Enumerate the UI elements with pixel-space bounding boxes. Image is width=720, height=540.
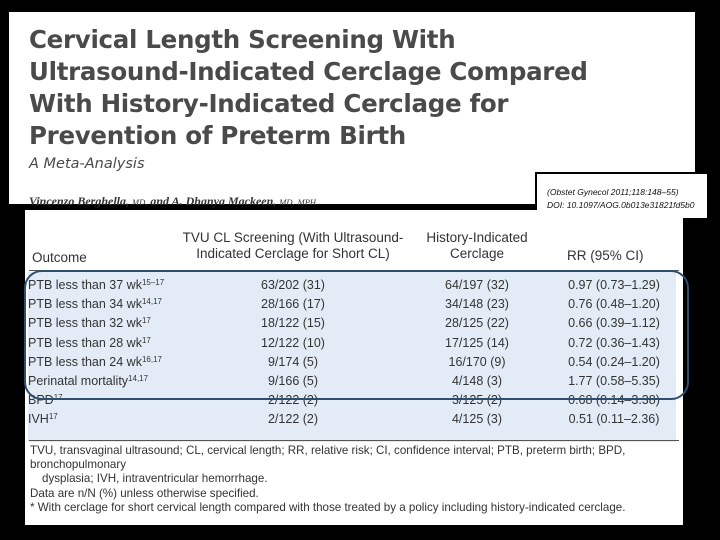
cell-outcome <box>28 412 58 426</box>
table-footnotes <box>30 444 670 515</box>
cell-history-cerclage: 4/148 (3) <box>451 374 503 388</box>
footnote-abbreviations: TVU, transvaginal ultrasound; CL, cervical length; RR, relative risk; CI, confidence interval; PTB, preterm birth; BPD, bronchopulmonary <box>30 444 626 472</box>
cell-relative-risk: 1.77 (0.58–5.35) <box>568 374 660 388</box>
cell-history-cerclage: 17/125 (14) <box>445 335 509 350</box>
article-title <box>29 24 629 152</box>
cell-history-cerclage: 28/125 (22) <box>445 316 509 331</box>
footer-divider <box>29 440 679 441</box>
cell-relative-risk: 0.68 (0.14–3.38) <box>568 393 660 408</box>
table-row <box>25 412 683 430</box>
title-line: Prevention of Preterm Birth <box>29 121 406 150</box>
cell-history-cerclage: 4/125 (3) <box>451 412 503 427</box>
title-line: Ultrasound-Indicated Cerclage Compared <box>29 57 588 86</box>
cell-tvu-screening: 18/122 (15) <box>261 316 325 331</box>
cell-relative-risk: 0.51 (0.11–2.36) <box>568 412 660 427</box>
cell-relative-risk: 0.66 (0.39–1.12) <box>568 316 660 331</box>
reference-superscript: 14,17 <box>128 374 149 383</box>
reference-superscript: 17 <box>141 335 151 345</box>
cell-tvu-screening: 2/122 (2) <box>267 393 319 408</box>
reference-superscript: 17 <box>48 412 58 422</box>
cell-history-cerclage: 16/170 (9) <box>448 354 506 369</box>
footnote-abbreviations-cont: dysplasia; IVH, intraventricular hemorrhage. <box>42 472 268 486</box>
header-history-cerclage <box>407 230 547 262</box>
cell-relative-risk: 0.72 (0.36–1.43) <box>568 335 660 350</box>
cell-tvu-screening: 9/174 (5) <box>267 354 319 369</box>
header-outcome: Outcome <box>32 250 87 265</box>
author-degree: MD, <box>279 197 295 207</box>
footnote-asterisk: * With cerclage for short cervical length compared with those treated by a policy including history-indicated cerclage. <box>30 500 626 514</box>
reference-superscript: 14,17 <box>141 297 162 307</box>
header-relative-risk: RR (95% CI) <box>567 248 644 263</box>
author-line <box>29 194 316 209</box>
reference-superscript: 17 <box>53 393 63 403</box>
header-line: TVU CL Screening (With Ultrasound- <box>182 230 404 245</box>
cell-tvu-screening: 63/202 (31) <box>261 278 325 292</box>
article-header <box>9 12 695 210</box>
outcome-label: PTB less than 34 wk <box>28 297 142 312</box>
cell-history-cerclage: 3/125 (2) <box>451 393 503 408</box>
reference-superscript: 17 <box>141 316 151 326</box>
outcome-label: PTB less than 32 wk <box>28 316 142 331</box>
footnote-data-format: Data are n/N (%) unless otherwise specified. <box>30 486 259 500</box>
cell-relative-risk: 0.97 (0.73–1.29) <box>568 278 660 292</box>
author-name: Vincenzo Berghella, <box>29 194 130 208</box>
author-conjunction: and <box>150 194 170 208</box>
reference-superscript: 15–17 <box>141 278 165 287</box>
cell-history-cerclage: 34/148 (23) <box>445 297 509 312</box>
article-subtitle: A Meta-Analysis <box>29 156 145 172</box>
cell-relative-risk: 0.76 (0.48–1.20) <box>568 297 660 312</box>
outcome-label: IVH <box>28 412 49 427</box>
reference-superscript: 16,17 <box>141 354 162 364</box>
cell-tvu-screening: 9/166 (5) <box>267 374 319 388</box>
cell-tvu-screening: 28/166 (17) <box>261 297 325 312</box>
title-line: With History-Indicated Cerclage for <box>29 89 509 118</box>
header-tvu-screening <box>177 230 409 262</box>
author-name: A. Dhanya Mackeen, <box>171 194 277 208</box>
citation-doi: DOI: 10.1097/AOG.0b013e31821fd5b0 <box>547 200 695 210</box>
citation-journal: (Obstet Gynecol 2011;118:148–55) <box>547 187 679 197</box>
cell-relative-risk: 0.54 (0.24–1.20) <box>568 354 660 369</box>
outcome-label: PTB less than 37 wk <box>28 278 142 292</box>
outcome-label: PTB less than 24 wk <box>28 354 142 369</box>
cell-history-cerclage: 64/197 (32) <box>445 278 509 292</box>
outcome-label: BPD <box>28 393 54 408</box>
author-degree: MPH <box>297 197 317 207</box>
outcome-label: Perinatal mortality <box>28 374 129 388</box>
header-line: Cerclage <box>449 246 505 261</box>
header-line: Indicated Cerclage for Short CL) <box>196 246 390 261</box>
outcome-label: PTB less than 28 wk <box>28 335 142 350</box>
cell-tvu-screening: 2/122 (2) <box>267 412 319 427</box>
cell-tvu-screening: 12/122 (10) <box>261 335 325 350</box>
author-degree: MD, <box>132 197 148 207</box>
header-line: History-Indicated <box>426 230 528 245</box>
title-line: Cervical Length Screening With <box>29 25 456 54</box>
